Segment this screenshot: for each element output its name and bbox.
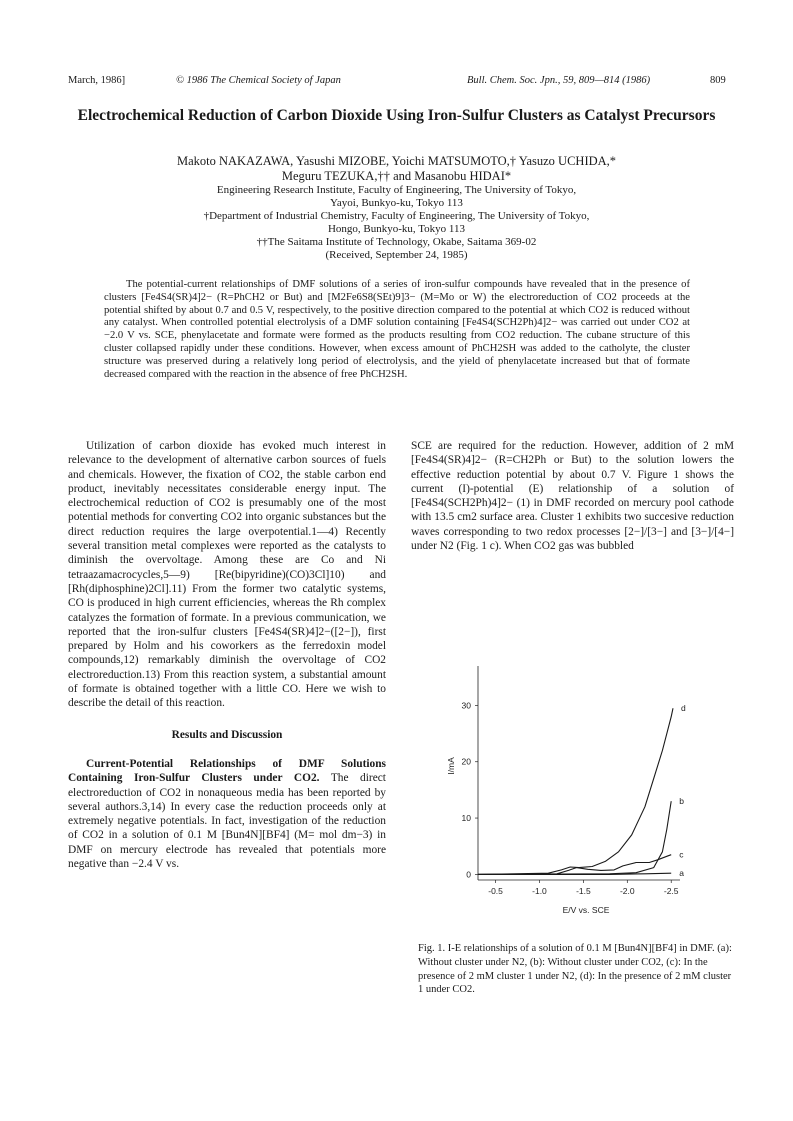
y-tick-label: 0: [466, 869, 471, 880]
x-tick-label: -2.5: [663, 886, 679, 896]
iv-chart-svg: [440, 658, 695, 918]
subsection-paragraph: [68, 757, 386, 871]
affiliation-line: ††The Saitama Institute of Technology, Okabe, Saitama 369-02: [256, 236, 537, 248]
right-column: [411, 439, 734, 553]
x-tick-label: -0.5: [488, 886, 503, 896]
affiliation-line: †Department of Industrial Chemistry, Faculty of Engineering, The University of Tokyo,: [203, 210, 590, 222]
affiliation-line: Yayoi, Bunkyo-ku, Tokyo 113: [330, 197, 463, 209]
series-labels: [679, 703, 686, 878]
author-line-1: Makoto NAKAZAWA, Yasushi MIZOBE, Yoichi MATSUMOTO,† Yasuzo UCHIDA,*: [176, 154, 617, 168]
series-line-d: [478, 708, 673, 874]
section-heading: Results and Discussion: [171, 728, 283, 741]
x-tick-label: -2.0: [619, 886, 635, 896]
y-tick-label: 20: [461, 756, 471, 767]
header-copyright: © 1986 The Chemical Society of Japan: [176, 75, 341, 86]
figure-caption: [418, 942, 738, 997]
affiliation-line: Hongo, Bunkyo-ku, Tokyo 113: [327, 223, 466, 235]
right-column-paragraph: SCE are required for the reduction. However, addition of 2 mM [Fe4S4(SR)4]2− (R=CH2Ph or But) to the solution lowers the effective reduction potential by about 0.7 V. Figure 1 shows the current (I)-potential (E) relationship of a solution of [Fe4S4(SCH2Ph)4]2− (1) in DMF recorded on mercury pool cathode with 13.5 cm2 surface area. Cluster 1 exhibits two succesive reduction waves corresponding to two redox processes [2−]/[3−] and [3−]/[4−] under N2 (Fig. 1 c). When CO2 gas was bubbled: [411, 440, 734, 553]
header-journal: Bull. Chem. Soc. Jpn., 59, 809—814 (1986): [467, 75, 651, 86]
subsection-text: The direct electroreduction of CO2 in nonaqueous media has been reported by several authors.3,14) In every case the reduction proceeds only at extremely negative potentials. In fact, investigation of the reduction of CO2 in a solution of 0.1 M [Bun4N][BF4] (M= mol dm−3) in DMF on mercury electrode has revealed that potentials more negative than −2.4 V vs.: [68, 772, 386, 871]
caption-text: I-E relationships of a solution of 0.1 M [Bun4N][BF4] in DMF. (a): Without cluster under N2, (b): Without cluster under CO2, (c): In the presence of 2 mM cluster 1 under N2, (d): In the presence of 2 mM cluster 1 under CO2.: [418, 943, 732, 996]
caption-label: Fig. 1.: [418, 943, 446, 954]
received-date: (Received, September 24, 1985): [325, 249, 468, 261]
intro-paragraph: Utilization of carbon dioxide has evoked much interest in relevance to the development of alternative carbon sources of fuels and chemicals. However, the fixation of CO2, the stable carbon end product, inevitably necessitates considerable energy input. The electrochemical reduction of CO2 is presumably one of the most potential methods for converting CO2 into organic substances but the direct reduction requires the large overpotential.1—4) Recently several transition metal complexes were reported as the catalysts to diminish the overvoltage. Among these are Co and Ni tetraazamacrocycles,5—9) [Re(bipyridine)(CO)3Cl]10) and [Rh(diphosphine)2Cl].11) From the former two catalytic systems, CO is produced in high current efficiencies, whereas the Rh complex catalyzes the formation of formate. In a previous communication, we reported that the iron-sulfur clusters [Fe4S4(SR)4]2−([2−]), first prepared by Holm and his coworkers as the ferredoxin model compounds,12) remarkably diminish the overvoltage of CO2 electroreduction.13) From this reaction system, a substantial amount of formate is obtained together with a little CO. Here we wish to describe the detail of this reaction.: [68, 440, 386, 710]
affiliation-line: Engineering Research Institute, Faculty of Engineering, The University of Tokyo,: [216, 184, 577, 196]
header-date: March, 1986]: [68, 75, 126, 86]
x-axis-label: E/V vs. SCE: [562, 905, 610, 915]
affiliations: [80, 184, 713, 262]
x-tick-label: -1.5: [576, 886, 591, 896]
series-label-b: b: [679, 796, 684, 807]
author-list: [80, 154, 713, 183]
y-axis-label: I/mA: [446, 757, 456, 775]
abstract: The potential-current relationships of DMF solutions of a series of iron-sulfur compounds have revealed that in the presence of clusters [Fe4S4(SR)4]2− (R=PhCH2 or But) and [M2Fe6S8(SEt)9]3− (M=Mo or W) the electroreduction of CO2 proceeds at the potential shifted by about 0.7 and 0.5 V, respectively, to the positive direction compared to the potential at which CO2 is reduced without any catalyst. When controlled potential electrolysis of a DMF solution containing [Fe4S4(SCH2Ph)4]2− was carried out under CO2 at −2.0 V vs. SCE, phenylacetate and formate were formed as the products resulting from CO2 reduction. The cubane structure of this cluster collapsed rapidly under these conditions. However, when excess amount of PhCH2SH was added to the catholyte, the cluster structure was preserved during a relatively long period of electrolysis, and the yield of phenylacetate increased but that of formate decreased compared with the reaction in the absence of free PhCH2SH.: [104, 279, 690, 380]
author-line-2: Meguru TEZUKA,†† and Masanobu HIDAI*: [281, 168, 512, 183]
series-label-c: c: [679, 849, 684, 860]
y-tick-label: 30: [461, 700, 471, 711]
series-label-d: d: [680, 703, 686, 714]
subsection-heading: Current-Potential Relationships of DMF Solutions Containing Iron-Sulfur Clusters under CO2.: [68, 757, 386, 785]
series-lines: [478, 708, 673, 874]
header-page-number: 809: [710, 75, 726, 86]
y-tick-label: 10: [461, 813, 471, 824]
paper-title: Electrochemical Reduction of Carbon Dioxide Using Iron-Sulfur Clusters as Catalyst Precursors: [77, 107, 716, 124]
series-label-a: a: [679, 868, 684, 879]
figure-1-chart: [440, 658, 695, 918]
x-tick-label: -1.0: [532, 886, 547, 896]
axes: [478, 666, 680, 880]
left-column: [68, 439, 386, 871]
